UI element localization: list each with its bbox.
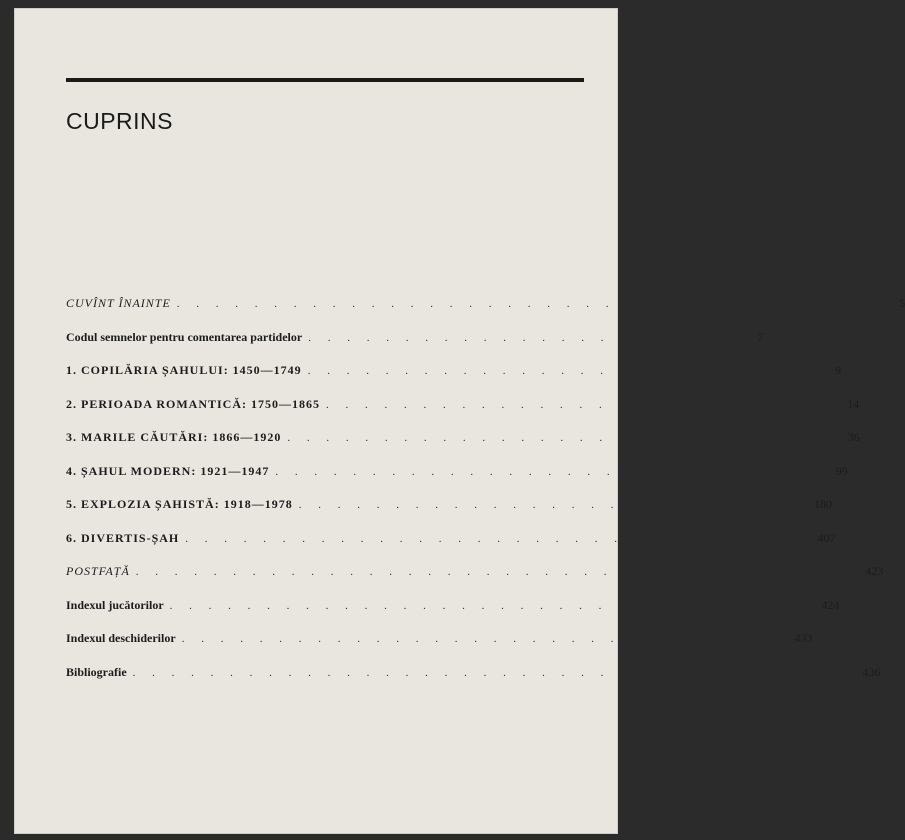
toc-entry bbox=[66, 430, 860, 464]
toc-leader: . . . . . . . . . . . . . . . . . . . . . . . . . . . . . . . . bbox=[185, 532, 800, 545]
toc-entry bbox=[66, 329, 764, 364]
page-title: CUPRINS bbox=[66, 108, 174, 134]
toc-entry-page: 14 bbox=[847, 396, 860, 411]
book-page bbox=[14, 8, 905, 834]
toc-entry-page: 436 bbox=[862, 664, 881, 679]
toc-entry-title: CUVÎNT ÎNAINTE bbox=[66, 296, 171, 310]
toc-entry bbox=[66, 530, 836, 565]
toc-entry-page: 36 bbox=[847, 430, 860, 444]
toc-entry bbox=[66, 296, 905, 330]
toc-entry-page: 433 bbox=[794, 631, 813, 645]
toc-leader: . . . . . . . . . . . . . . . . . . . . . . . . . . . . . . . . . bbox=[169, 599, 804, 612]
toc-leader: . . . . . . . . . . . . . . . . . . . . . . . . . . . . . . . . . . . . . bbox=[132, 666, 845, 679]
toc-leader: . . . . . . . . . . . . . . . . . . . . . . . . . . bbox=[298, 499, 796, 511]
toc-leader: . . . . . . . . . . . . . . . . . . . . . . . . . . . . . . . bbox=[181, 633, 777, 645]
toc-entry-page: 407 bbox=[817, 530, 836, 545]
toc-leader: . . . . . . . . . . . . . . . . . . . . . . bbox=[308, 331, 728, 344]
toc-entry bbox=[66, 396, 860, 431]
toc-entry-title: Codul semnelor pentru comentarea partidelor bbox=[66, 329, 303, 344]
toc-leader: . . . . . . . . . . . . . . . . . . . . . . . . . . . . . . . . . . . . . bbox=[135, 566, 848, 578]
toc-entry-page: 9 bbox=[834, 363, 841, 377]
toc-entry-title: Indexul jucătorilor bbox=[66, 597, 164, 612]
toc-entry bbox=[66, 564, 884, 598]
toc-entry bbox=[66, 631, 813, 665]
toc-entry-title: 5. EXPLOZIA ȘAHISTĂ: 1918—1978 bbox=[66, 497, 293, 511]
toc-entry-title: Indexul deschiderilor bbox=[66, 631, 176, 645]
toc-entry bbox=[66, 363, 841, 397]
toc-entry-page: 180 bbox=[813, 497, 832, 511]
toc-entry bbox=[66, 664, 881, 699]
toc-entry-title: 3. MARILE CĂUTĂRI: 1866—1920 bbox=[66, 430, 282, 444]
toc-entry-title: 2. PERIOADA ROMANTICĂ: 1750—1865 bbox=[66, 396, 320, 411]
toc-entry-title: POSTFAȚĂ bbox=[66, 564, 130, 578]
toc-entry-title: 6. DIVERTIS-ȘAH bbox=[66, 530, 180, 545]
table-of-contents bbox=[66, 296, 905, 698]
toc-leader: . . . . . . . . . . . . . . . . . . . . . . . . . . bbox=[307, 365, 805, 377]
toc-leader: . . . . . . . . . . . . . . . . . . . . . . . . . . bbox=[326, 398, 824, 411]
toc-entry-page: 7 bbox=[757, 329, 764, 344]
top-rule bbox=[66, 78, 584, 82]
toc-entry bbox=[66, 463, 848, 498]
toc-leader: . . . . . . . . . . . . . . . . . . . . . . . . . . . . . . . . . . . . bbox=[176, 298, 870, 310]
toc-entry-page: 5 bbox=[899, 296, 905, 310]
toc-entry-title: 4. ȘAHUL MODERN: 1921—1947 bbox=[66, 463, 270, 478]
toc-entry-page: 423 bbox=[865, 564, 884, 578]
toc-entry-title: 1. COPILĂRIA ȘAHULUI: 1450—1749 bbox=[66, 363, 302, 377]
toc-entry bbox=[66, 497, 832, 531]
toc-entry-title: Bibliografie bbox=[66, 664, 127, 679]
toc-leader: . . . . . . . . . . . . . . . . . . . . . . . . . . . . bbox=[287, 432, 824, 444]
toc-entry-page: 424 bbox=[821, 597, 840, 612]
toc-entry-page: 99 bbox=[835, 463, 848, 478]
toc-leader: . . . . . . . . . . . . . . . . . . . . . . . . . . . . bbox=[275, 465, 812, 478]
toc-entry bbox=[66, 597, 840, 632]
